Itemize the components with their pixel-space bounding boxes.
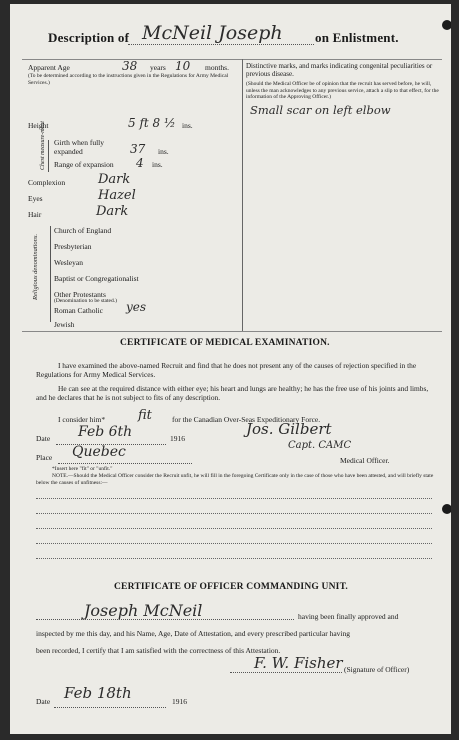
age-note: (To be determined according to the instructions given in the Regulations for Army Medical Services.) bbox=[28, 73, 229, 86]
age-years-value: 38 bbox=[122, 59, 138, 73]
commanding-text-3: been recorded, I certify that I am satisfied with the correctness of this Attestation. bbox=[36, 646, 281, 655]
height-ins: ins. bbox=[182, 121, 193, 130]
commanding-text-2: inspected by me this day, and his Name, Age, Date of Attestation, and every prescribed particular having bbox=[36, 629, 351, 638]
medical-place-value: Quebec bbox=[72, 444, 126, 460]
medical-date-label: Date bbox=[36, 434, 51, 443]
chest-label: Chest measure-ment bbox=[40, 121, 46, 170]
complexion-label: Complexion bbox=[28, 178, 66, 187]
medical-date-value: Feb 6th bbox=[78, 424, 133, 440]
medical-officer-signature: Jos. Gilbert bbox=[246, 420, 332, 438]
range-value: 4 bbox=[136, 156, 144, 170]
header-name: McNeil Joseph bbox=[142, 22, 283, 44]
girth-value: 37 bbox=[130, 142, 146, 156]
height-value: 5 ft 8 ½ bbox=[128, 116, 176, 130]
distinctive-marks-value: Small scar on left elbow bbox=[250, 103, 391, 117]
attestation-paper bbox=[10, 4, 451, 734]
medical-place-label: Place bbox=[36, 453, 53, 462]
religion-presbyterian: Presbyterian bbox=[54, 242, 92, 251]
consider-text: for the Canadian Over-Seas Expeditionary Force. bbox=[172, 415, 321, 424]
commanding-date-label: Date bbox=[36, 697, 51, 706]
religion-other-protestants: Other Protestants bbox=[54, 290, 106, 299]
recruit-name-signature: Joseph McNeil bbox=[84, 601, 203, 620]
hair-value: Dark bbox=[96, 204, 129, 219]
punch-hole-top bbox=[442, 20, 451, 30]
religion-roman-catholic: Roman Catholic bbox=[54, 306, 103, 315]
medical-certificate-heading: CERTIFICATE OF MEDICAL EXAMINATION. bbox=[120, 338, 330, 348]
apparent-age-label: Apparent Age bbox=[28, 63, 70, 72]
column-divider bbox=[242, 59, 243, 331]
religion-church-of-england: Church of England bbox=[54, 226, 112, 235]
punch-hole-bottom bbox=[442, 504, 451, 514]
religion-jewish: Jewish bbox=[54, 320, 75, 329]
eyes-label: Eyes bbox=[28, 194, 43, 203]
distinctive-marks-note: (Should the Medical Officer be of opinion that the recruit has served before, he will, unless the man acknowledges to any previous service, attach a slip to that effect, for the information of the Approving Officer.) bbox=[246, 81, 439, 100]
commanding-year: 1916 bbox=[172, 697, 187, 706]
age-months-value: 10 bbox=[175, 59, 191, 73]
years-word: years bbox=[150, 63, 166, 72]
religion-wesleyan: Wesleyan bbox=[54, 258, 83, 267]
distinctive-marks-heading: Distinctive marks, and marks indicating congenital peculiarities or previous disease. bbox=[246, 62, 433, 78]
height-label: Height bbox=[28, 121, 49, 130]
commanding-date-value: Feb 18th bbox=[64, 684, 132, 702]
girth-ins: ins. bbox=[158, 147, 169, 156]
medical-officer-title: Capt. CAMC bbox=[288, 440, 352, 451]
medical-paragraph-1: I have examined the above-named Recruit and find that he does not present any of the causes of rejection specified in the Regulations for Army Medical Services. bbox=[36, 361, 417, 379]
medical-footnote: NOTE.—Should the Medical Officer consider the Recruit unfit, he will fill in the foregoing Certificate only in the case of those who have been attested, and will briefly state below the causes of unfitness:— bbox=[36, 473, 434, 486]
header-on-enlistment: on Enlistment. bbox=[315, 30, 399, 45]
religion-baptist: Baptist or Congregationalist bbox=[54, 274, 139, 283]
religion-label: Religious denominations. bbox=[32, 233, 39, 300]
officer-signature: F. W. Fisher bbox=[254, 654, 343, 672]
months-word: months. bbox=[205, 63, 229, 72]
range-ins: ins. bbox=[152, 160, 163, 169]
commanding-text-1: having been finally approved and bbox=[298, 612, 399, 621]
medical-year: 1916 bbox=[170, 434, 185, 443]
other-denomination-note: (Denomination to be stated.) bbox=[54, 298, 117, 304]
girth-label: Girth when fully expanded bbox=[54, 138, 104, 156]
commanding-certificate-heading: CERTIFICATE OF OFFICER COMMANDING UNIT. bbox=[114, 582, 348, 592]
hair-label: Hair bbox=[28, 210, 42, 219]
roman-catholic-mark: yes bbox=[126, 300, 147, 314]
range-label: Range of expansion bbox=[54, 160, 114, 169]
header-description-of: Description of bbox=[48, 30, 130, 45]
insert-note: *Insert here "fit" or "unfit." bbox=[52, 466, 113, 472]
complexion-value: Dark bbox=[98, 172, 131, 187]
consider-label: I consider him* bbox=[58, 415, 106, 424]
eyes-value: Hazel bbox=[98, 188, 136, 203]
officer-signature-label: (Signature of Officer) bbox=[344, 665, 410, 674]
consider-value: fit bbox=[138, 408, 152, 423]
medical-paragraph-2: He can see at the required distance with either eye; his heart and lungs are healthy; he has the free use of his joints and limbs, and he declares that he is not subject to fits of any description. bbox=[36, 384, 429, 402]
medical-officer-label: Medical Officer. bbox=[340, 456, 390, 465]
